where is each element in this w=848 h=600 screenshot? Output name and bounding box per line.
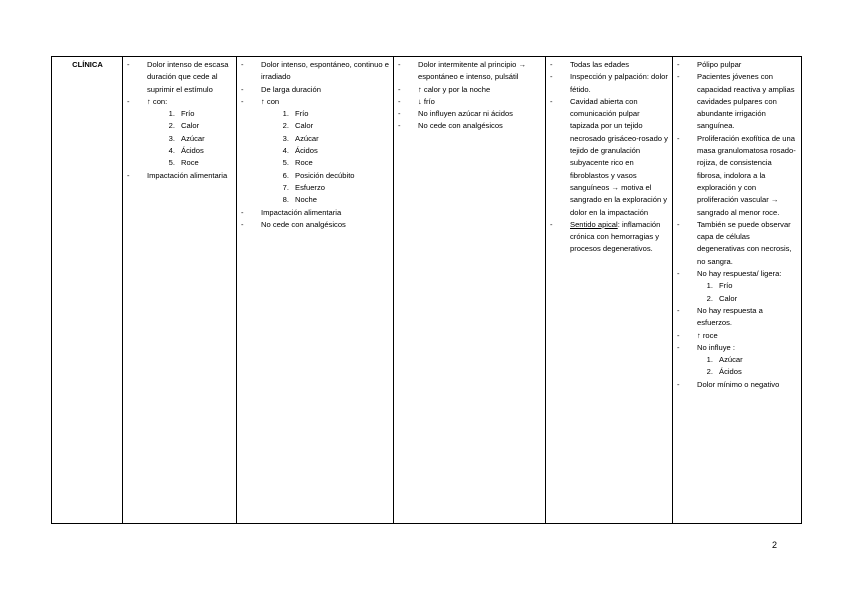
sentido-apical-label: Sentido apical (570, 219, 618, 229)
list-item: 1. Frío (168, 109, 195, 119)
bullet: - Inspección y palpación: dolor fétido. (550, 71, 669, 96)
bullet: - También se puede observar capa de células degenerativas con necrosis, no sangra. (677, 219, 798, 268)
bullet: - No hay respuesta/ ligera: 1. Frío 2. Calor (677, 268, 798, 305)
cell-col2 (237, 57, 394, 524)
list-item: 1. Azúcar (706, 355, 743, 365)
list-item: 2. Calor (706, 293, 738, 303)
bullet: - Impactación alimentaria (241, 207, 390, 219)
cell-col3 (394, 57, 546, 524)
bullet: - Todas las edades (550, 59, 669, 71)
bullet: - Dolor mínimo o negativo (677, 379, 798, 391)
bullet: - ↑ con: 1. Frío 2. Calor 3. Azúcar 4. Ácidos 5. Roce (127, 96, 233, 170)
bullet: - Impactación alimentaria (127, 170, 233, 182)
cell-col5 (673, 57, 802, 524)
list-item: 3. Azúcar (168, 133, 205, 143)
list-item: 1. Frío (706, 281, 733, 291)
bullet: - No influyen azúcar ni ácidos (398, 108, 542, 120)
list-item: 2. Ácidos (706, 367, 742, 377)
bullet: - ↓ frío (398, 96, 542, 108)
bullet: - ↑ calor y por la noche (398, 84, 542, 96)
cell-col1 (123, 57, 237, 524)
bullet: - De larga duración (241, 84, 390, 96)
bullet: - Pacientes jóvenes con capacidad reactiva y amplias cavidades pulpares con abundante irrigación sanguínea. (677, 71, 798, 132)
bullet: - Dolor intermitente al principio → espontáneo e intenso, pulsátil (398, 59, 542, 84)
bullet: - Cavidad abierta con comunicación pulpar tapizada por un tejido necrosado grisáceo-rosado y tejido de granulación subyacente rico en fibroblastos y vasos sanguíneos → motiva el sangrado en la exploración y dolor en la impactación (550, 96, 669, 219)
list-item: 1. Frío (282, 109, 309, 119)
bullet: - Proliferación exofítica de una masa granulomatosa rosado-rojiza, de consistencia fibrosa, indolora a la exploración y con proliferación vascular → sangrado al menor roce. (677, 133, 798, 219)
row-label: CLÍNICA (52, 57, 123, 524)
bullet: - Dolor intenso, espontáneo, continuo e irradiado (241, 59, 390, 84)
list-item: 8. Noche (282, 195, 317, 205)
list-item: 4. Ácidos (168, 146, 204, 156)
bullet: - Pólipo pulpar (677, 59, 798, 71)
bullet: - No hay respuesta a esfuerzos. (677, 305, 798, 330)
list-item: 5. Roce (282, 158, 313, 168)
cell-col4 (546, 57, 673, 524)
list-item: 3. Azúcar (282, 133, 319, 143)
list-item: 7. Esfuerzo (282, 182, 325, 192)
bullet: - No cede con analgésicos (241, 219, 390, 231)
clinica-row (52, 57, 802, 524)
list-item: 4. Ácidos (282, 146, 318, 156)
list-item: 2. Calor (168, 121, 200, 131)
list-item: 6. Posición decúbito (282, 170, 355, 180)
bullet: - Sentido apical: inflamación crónica con hemorragias y procesos degenerativos. (550, 219, 669, 256)
bullet: - ↑ roce (677, 330, 798, 342)
clinical-table (51, 56, 802, 524)
list-item: 2. Calor (282, 121, 314, 131)
bullet: - No influye : 1. Azúcar 2. Ácidos (677, 342, 798, 379)
bullet: - No cede con analgésicos (398, 120, 542, 132)
list-item: 5. Roce (168, 158, 199, 168)
bullet: - ↑ con 1. Frío 2. Calor 3. Azúcar 4. Ácidos 5. Roce 6. Posición decúbito 7. Esfuerzo 8. Noche (241, 96, 390, 207)
bullet: - Dolor intenso de escasa duración que cede al suprimir el estímulo (127, 59, 233, 96)
page-number: 2 (772, 540, 778, 550)
